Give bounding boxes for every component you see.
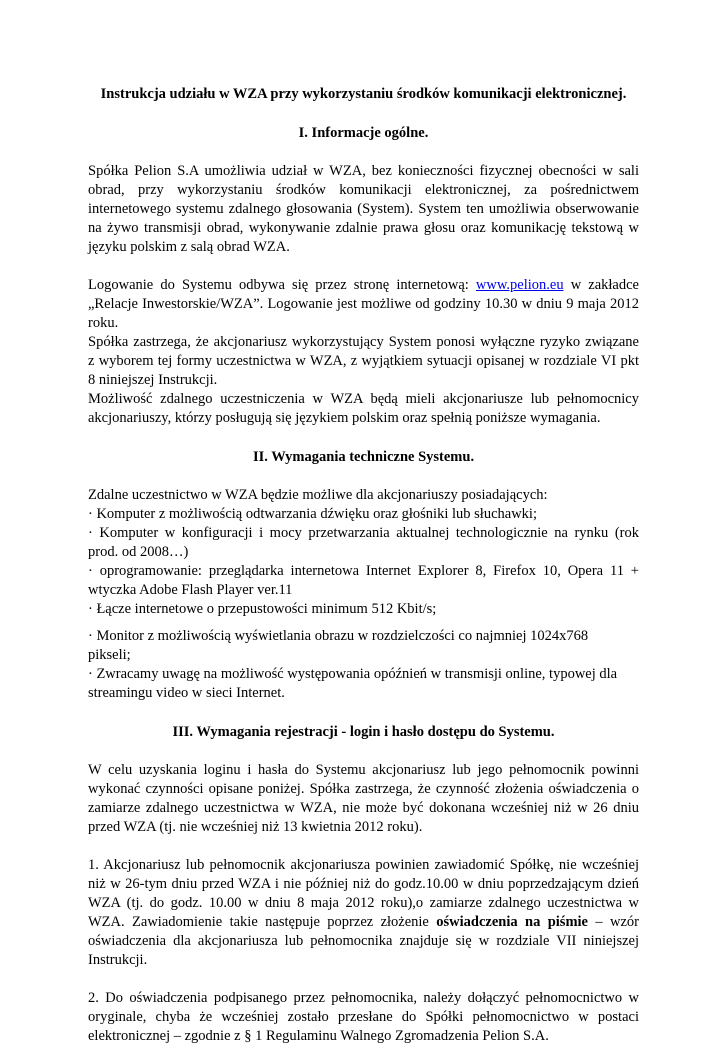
paragraph-step-2 bbox=[88, 989, 639, 1046]
text-line: oświadczenia dla akcjonariusza lub pełnomocnika znajduje się w rozdziale VII niniejszej bbox=[88, 933, 639, 949]
list-intro: Zdalne uczestnictwo w WZA będzie możliwe dla akcjonariuszy posiadających: bbox=[88, 487, 548, 503]
paragraph-risk bbox=[88, 333, 639, 390]
text-line: „Relacje Inwestorskie/WZA”. Logowanie jest możliwe od godziny 10.30 w dniu 9 maja 2012 bbox=[88, 296, 639, 312]
list-item-cont: streamingu video w sieci Internet. bbox=[88, 685, 285, 701]
document-title: Instrukcja udziału w WZA przy wykorzystaniu środków komunikacji elektronicznej. bbox=[100, 86, 627, 102]
paragraph-intro bbox=[88, 162, 639, 257]
text-line: WZA (tj. do godz. 10.00 w dniu 8 maja 2012 roku),o zamiarze zdalnego uczestnictwa w bbox=[88, 895, 639, 911]
login-text: Logowanie do Systemu odbywa się przez stronę internetową: bbox=[88, 277, 476, 293]
text-line: zamiarze zdalnego uczestnictwa w WZA, nie może być dokonana wcześniej niż w 26 dniu bbox=[88, 800, 639, 816]
text-line: Możliwość zdalnego uczestniczenia w WZA będą mieli akcjonariusze lub pełnomocnicy bbox=[88, 391, 639, 407]
paragraph-registration bbox=[88, 761, 639, 837]
step-1-text-tail: – wzór bbox=[587, 914, 639, 930]
paragraph-step-1 bbox=[88, 856, 639, 970]
pelion-website-link[interactable]: www.pelion.eu bbox=[475, 277, 564, 293]
list-item-cont: pikseli; bbox=[88, 647, 131, 663]
requirements-list bbox=[88, 486, 639, 703]
text-line: na żywo transmisji obrad, wykonywanie zdalnie prawa głosu oraz komunikację tekstową w bbox=[88, 220, 639, 236]
list-item: · Komputer w konfiguracji i mocy przetwarzania aktualnej technologicznie na rynku (rok bbox=[88, 525, 639, 541]
written-declaration-bold: oświadczenia na piśmie bbox=[436, 914, 588, 930]
text-line: roku. bbox=[88, 315, 119, 331]
list-item: · Komputer z możliwością odtwarzania dźwięku oraz głośniki lub słuchawki; bbox=[88, 506, 537, 522]
paragraph-eligibility bbox=[88, 390, 639, 428]
section-heading-1: I. Informacje ogólne. bbox=[298, 125, 429, 141]
paragraph-login bbox=[88, 276, 639, 333]
document-body bbox=[88, 85, 639, 1046]
list-item-cont: prod. od 2008…) bbox=[88, 544, 189, 560]
text-line: 1. Akcjonariusz lub pełnomocnik akcjonariusza powinien zawiadomić Spółkę, nie wcześniej bbox=[88, 857, 639, 873]
text-line bbox=[88, 913, 639, 932]
section-heading-2: II. Wymagania techniczne Systemu. bbox=[252, 449, 475, 465]
text-line: przed WZA (tj. nie wcześniej niż 13 kwietnia 2012 roku). bbox=[88, 819, 423, 835]
login-text-tab: w zakładce bbox=[563, 277, 639, 293]
text-line: elektronicznej – zgodnie z § 1 Regulaminu Walnego Zgromadzenia Pelion S.A. bbox=[88, 1028, 549, 1044]
text-line: 2. Do oświadczenia podpisanego przez pełnomocnika, należy dołączyć pełnomocnictwo w bbox=[88, 990, 639, 1006]
text-line: internetowego systemu zdalnego głosowania (System). System ten umożliwia obserwowanie bbox=[88, 201, 639, 217]
step-1-text: WZA. Zawiadomienie takie następuje poprzez złożenie bbox=[88, 914, 437, 930]
text-line: Spółka zastrzega, że akcjonariusz wykorzystujący System ponosi wyłączne ryzyko związane bbox=[88, 334, 639, 350]
list-item-cont: wtyczka Adobe Flash Player ver.11 bbox=[88, 582, 293, 598]
text-line: 8 niniejszej Instrukcji. bbox=[88, 372, 218, 388]
text-line: niż w 26-tym dniu przed WZA i nie później niż do godz.10.00 w dniu poprzedzającym dzień bbox=[88, 876, 639, 892]
text-line: obrad, przy wykorzystaniu środków komunikacji elektronicznej, za pośrednictwem bbox=[88, 182, 639, 198]
text-line: W celu uzyskania loginu i hasła do Systemu akcjonariusz lub jego pełnomocnik powinni bbox=[88, 762, 639, 778]
text-line bbox=[88, 276, 639, 295]
text-line: wykonać czynności opisane poniżej. Spółka zastrzega, że czynność złożenia oświadczenia o bbox=[88, 781, 639, 797]
list-item: · Łącze internetowe o przepustowości minimum 512 Kbit/s; bbox=[88, 601, 437, 617]
list-item: · oprogramowanie: przeglądarka internetowa Internet Explorer 8, Firefox 10, Opera 11 + bbox=[88, 563, 639, 579]
text-line: Spółka Pelion S.A umożliwia udział w WZA, bez konieczności fizycznej obecności w sali bbox=[88, 163, 639, 179]
list-item: · Monitor z możliwością wyświetlania obrazu w rozdzielczości co najmniej 1024x768 bbox=[88, 628, 589, 644]
text-line: akcjonariuszy, którzy posługują się językiem polskim oraz spełnią poniższe wymagania. bbox=[88, 410, 601, 426]
text-line: języku polskim z salą obrad WZA. bbox=[88, 239, 290, 255]
section-heading-3: III. Wymagania rejestracji - login i hasło dostępu do Systemu. bbox=[172, 724, 555, 740]
text-line: Instrukcji. bbox=[88, 952, 148, 968]
list-item: · Zwracamy uwagę na możliwość występowania opóźnień w transmisji online, typowej dla bbox=[88, 666, 618, 682]
text-line: z wyborem tej formy uczestnictwa w WZA, z wyjątkiem sytuacji opisanej w rozdziale VI pkt bbox=[88, 353, 639, 369]
text-line: oryginale, chyba że wcześniej zostało przesłane do Spółki pełnomocnictwo w postaci bbox=[88, 1009, 639, 1025]
